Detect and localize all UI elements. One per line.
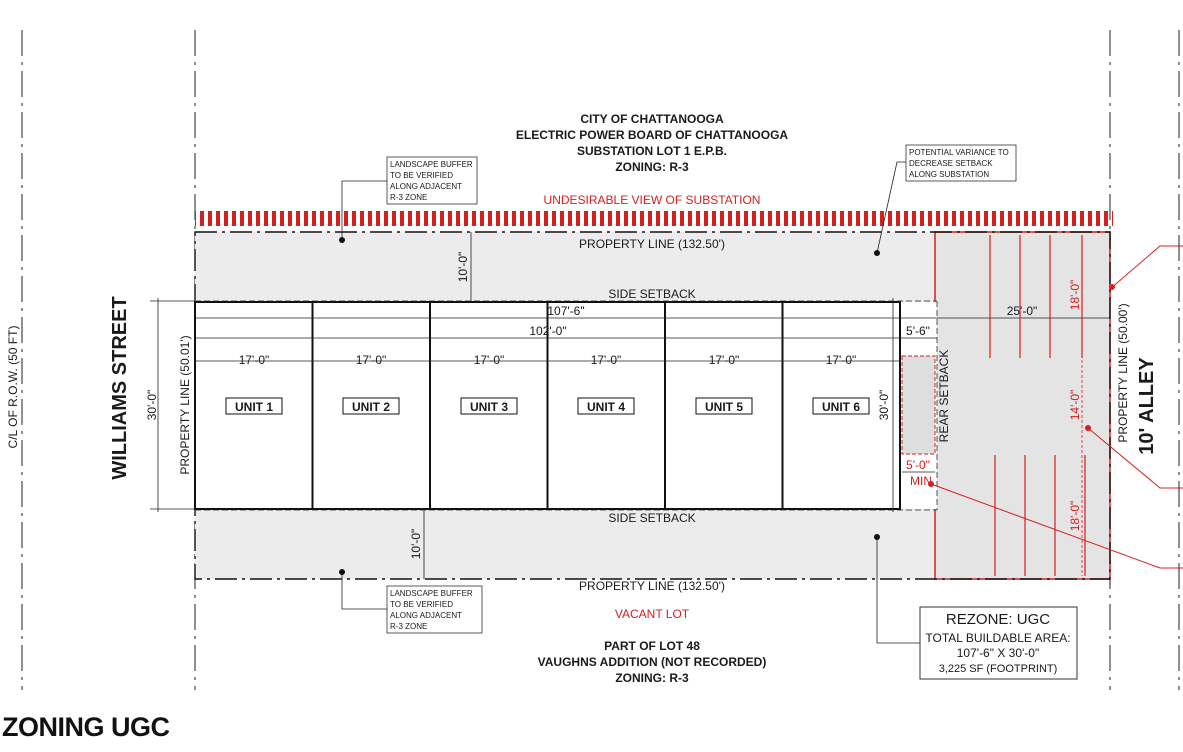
landscape-note-bottom-line: ALONG ADJACENT <box>390 611 463 620</box>
landscape-note-bottom-line: LANDSCAPE BUFFER <box>390 589 473 598</box>
rear-offset-zone <box>902 356 935 454</box>
property-line-bottom-label: PROPERTY LINE (132.50') <box>579 579 725 593</box>
dim-side-top: 10'-0" <box>456 251 470 283</box>
dim-side-bottom: 10'-0" <box>409 528 423 560</box>
vacant-lot-label: VACANT LOT <box>614 607 690 621</box>
property-line-left-label: PROPERTY LINE (50.01') <box>178 335 192 475</box>
owner-line-2: ELECTRIC POWER BOARD OF CHATTANOOGA <box>515 128 789 142</box>
leader-dot-red <box>1109 284 1115 290</box>
dim-building-length: 102'-0" <box>529 324 567 338</box>
lot-below-line-1: PART OF LOT 48 <box>604 639 700 653</box>
dim-rear-offset: 5'-6" <box>906 324 930 338</box>
unit-label: UNIT 6 <box>821 400 861 414</box>
rezone-line-3: 3,225 SF (FOOTPRINT) <box>938 663 1058 675</box>
landscape-note-top-line: TO BE VERIFIED <box>390 171 453 180</box>
unit-label: UNIT 3 <box>469 400 509 414</box>
owner-line-1: CITY OF CHATTANOOGA <box>580 112 724 126</box>
lot-below-line-2: VAUGHNS ADDITION (NOT RECORDED) <box>537 655 767 669</box>
unit-width-dim: 17'-0" <box>355 353 387 367</box>
undesirable-view-label: UNDESIRABLE VIEW OF SUBSTATION <box>543 193 761 207</box>
leader-dot <box>874 534 880 540</box>
rezone-line-1: TOTAL BUILDABLE AREA: <box>925 631 1071 645</box>
landscape-note-bottom-line: R-3 ZONE <box>390 622 428 631</box>
dim-height-right: 30'-0" <box>877 389 891 421</box>
landscape-note-bottom-line: TO BE VERIFIED <box>390 600 453 609</box>
variance-note-line: DECREASE SETBACK <box>909 159 993 168</box>
dim-rear-min-label: MIN <box>910 474 932 488</box>
unit-width-dim: 17'-0" <box>473 353 505 367</box>
lot-below-line-3: ZONING: R-3 <box>615 671 689 685</box>
centerline-label: C/L OF R.O.W. (50 FT) <box>6 325 20 449</box>
dim-overall-length: 107'-6" <box>547 304 585 318</box>
rezone-title: REZONE: UGC <box>945 611 1051 628</box>
leader-landscape-top <box>342 181 387 240</box>
substation-screen-band <box>195 211 1113 226</box>
unit-label: UNIT 2 <box>351 400 391 414</box>
property-line-top-label: PROPERTY LINE (132.50') <box>579 237 725 251</box>
rear-setback-label: REAR SETBACK <box>937 349 951 443</box>
leader-dot-red <box>1085 425 1091 431</box>
dim-parking-mid: 14'-0" <box>1068 389 1082 421</box>
side-setback-bottom-label: SIDE SETBACK <box>608 511 696 525</box>
unit-label: UNIT 4 <box>586 400 626 414</box>
unit-label: UNIT 1 <box>234 400 274 414</box>
unit-width-dim: 17'-0" <box>825 353 857 367</box>
dim-parking-bottom: 18'-0" <box>1068 500 1082 532</box>
dim-rear-min-value: 5'-0" <box>906 458 930 472</box>
unit-width-dim: 17'-0" <box>238 353 270 367</box>
dim-parking-depth: 25'-0" <box>1006 304 1038 318</box>
landscape-note-top-line: R-3 ZONE <box>390 193 428 202</box>
leader-dot <box>874 250 880 256</box>
dim-height-left: 30'-0" <box>145 389 159 421</box>
alley-label: 10' ALLEY <box>1136 357 1158 455</box>
leader-dot <box>339 569 345 575</box>
leader-red-top <box>1110 246 1183 289</box>
side-setback-top-label: SIDE SETBACK <box>608 287 696 301</box>
page-title: ZONING UGC <box>2 712 170 742</box>
unit-label: UNIT 5 <box>704 400 744 414</box>
dim-parking-top: 18'-0" <box>1068 279 1082 311</box>
unit-width-dim: 17'-0" <box>590 353 622 367</box>
parking-area <box>935 232 1110 579</box>
owner-line-3: SUBSTATION LOT 1 E.P.B. <box>576 144 728 158</box>
landscape-note-top-line: ALONG ADJACENT <box>390 182 463 191</box>
rezone-line-2: 107'-6" X 30'-0" <box>956 646 1040 660</box>
owner-zoning: ZONING: R-3 <box>615 160 689 174</box>
unit-width-dim: 17'-0" <box>708 353 740 367</box>
leader-dot <box>339 237 345 243</box>
variance-note-line: ALONG SUBSTATION <box>909 170 990 179</box>
variance-note-line: POTENTIAL VARIANCE TO <box>909 148 1009 157</box>
landscape-note-top-line: LANDSCAPE BUFFER <box>390 160 473 169</box>
williams-street-label: WILLIAMS STREET <box>109 296 131 480</box>
property-line-right-label: PROPERTY LINE (50.00') <box>1116 303 1130 443</box>
